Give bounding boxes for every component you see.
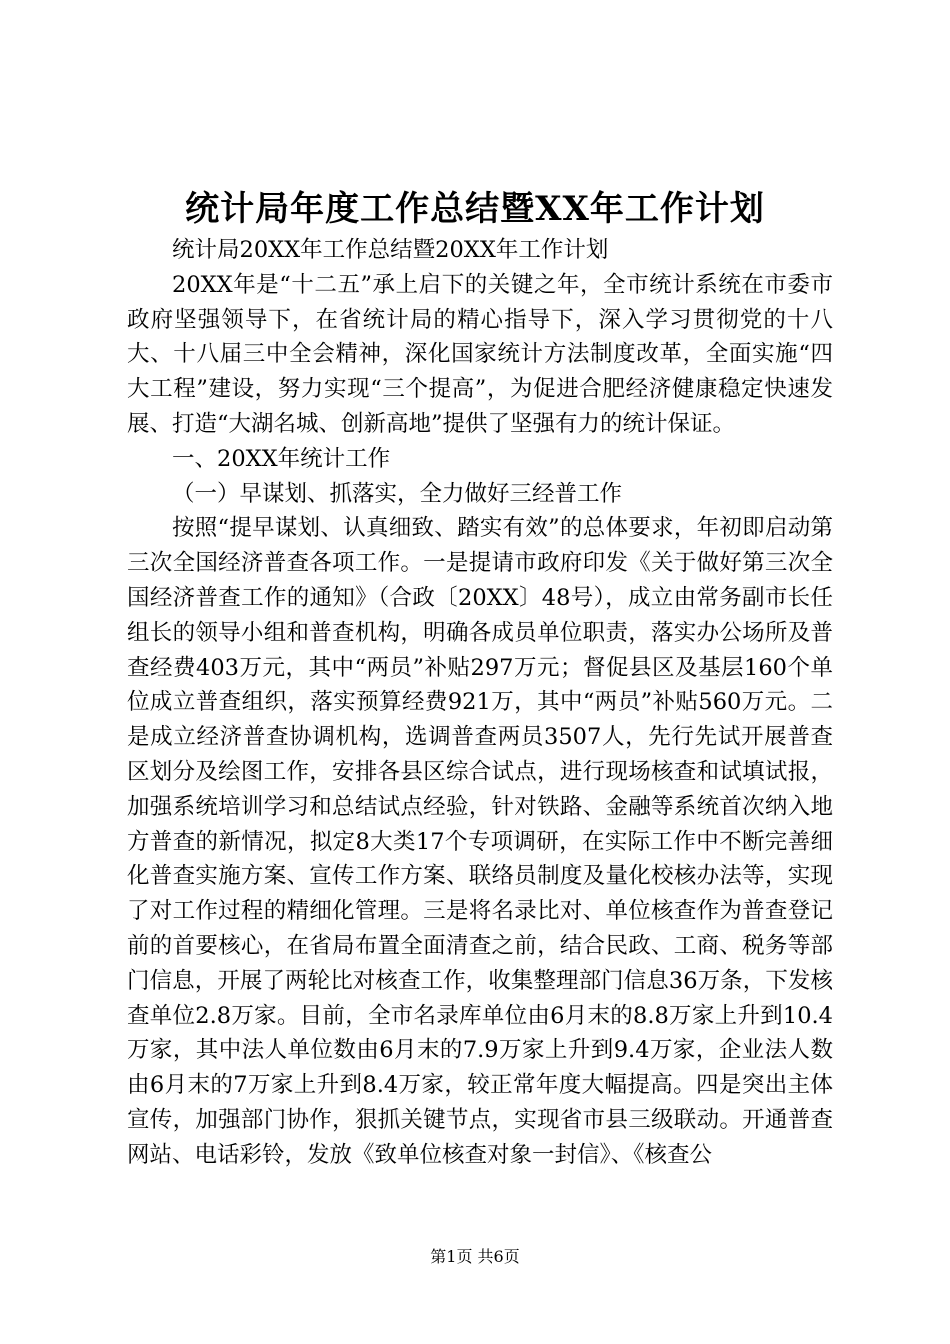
document-body: [127, 233, 833, 1173]
document-title: 统计局年度工作总结暨XX年工作计划: [185, 189, 765, 229]
subsection-heading: （一）早谋划、抓落实，全力做好三经普工作: [172, 480, 623, 507]
intro-paragraph: 20XX年是“十二五”承上启下的关键之年，全市统计系统在市委市政府坚强领导下，在省统计局的精心指导下，深入学习贯彻党的十八大、十八届三中全会精神，深化国家统计方法制度改革，全面实施“四大工程”建设，努力实现“三个提高”，为促进合肥经济健康稳定快速发展、打造“大湖名城、创新高地”提供了坚强有力的统计保证。: [127, 271, 833, 437]
body-paragraph: 按照“提早谋划、认真细致、踏实有效”的总体要求，年初即启动第三次全国经济普查各项工作。一是提请市政府印发《关于做好第三次全国经济普查工作的通知》（合政〔20XX〕48号），成立由常务副市长任组长的领导小组和普查机构，明确各成员单位职责，落实办公场所及普查经费403万元，其中“两员”补贴297万元；督促县区及基层160个单位成立普查组织，落实预算经费921万，其中“两员”补贴560万元。二是成立经济普查协调机构，选调普查两员3507人，先行先试开展普查区划分及绘图工作，安排各县区综合试点，进行现场核查和试填试报，加强系统培训学习和总结试点经验，针对铁路、金融等系统首次纳入地方普查的新情况，拟定8大类17个专项调研，在实际工作中不断完善细化普查实施方案、宣传工作方案、联络员制度及量化校核办法等，实现了对工作过程的精细化管理。三是将名录比对、单位核查作为普查登记前的首要核心，在省局布置全面清查之前，结合民政、工商、税务等部门信息，开展了两轮比对核查工作，收集整理部门信息36万条，下发核查单位2.8万家。目前，全市名录库单位由6月末的8.8万家上升到10.4万家，其中法人单位数由6月末的7.9万家上升到9.4万家，企业法人数由6月末的7万家上升到8.4万家，较正常年度大幅提高。四是突出主体宣传，加强部门协作，狠抓关键节点，实现省市县三级联动。开通普查网站、电话彩铃，发放《致单位核查对象一封信》、《核查公: [127, 515, 833, 1168]
subtitle-paragraph: 统计局20XX年工作总结暨20XX年工作计划: [172, 237, 609, 263]
page-footer: 第1页 共6页: [430, 1247, 520, 1266]
section-heading: 一、20XX年统计工作: [172, 445, 391, 472]
